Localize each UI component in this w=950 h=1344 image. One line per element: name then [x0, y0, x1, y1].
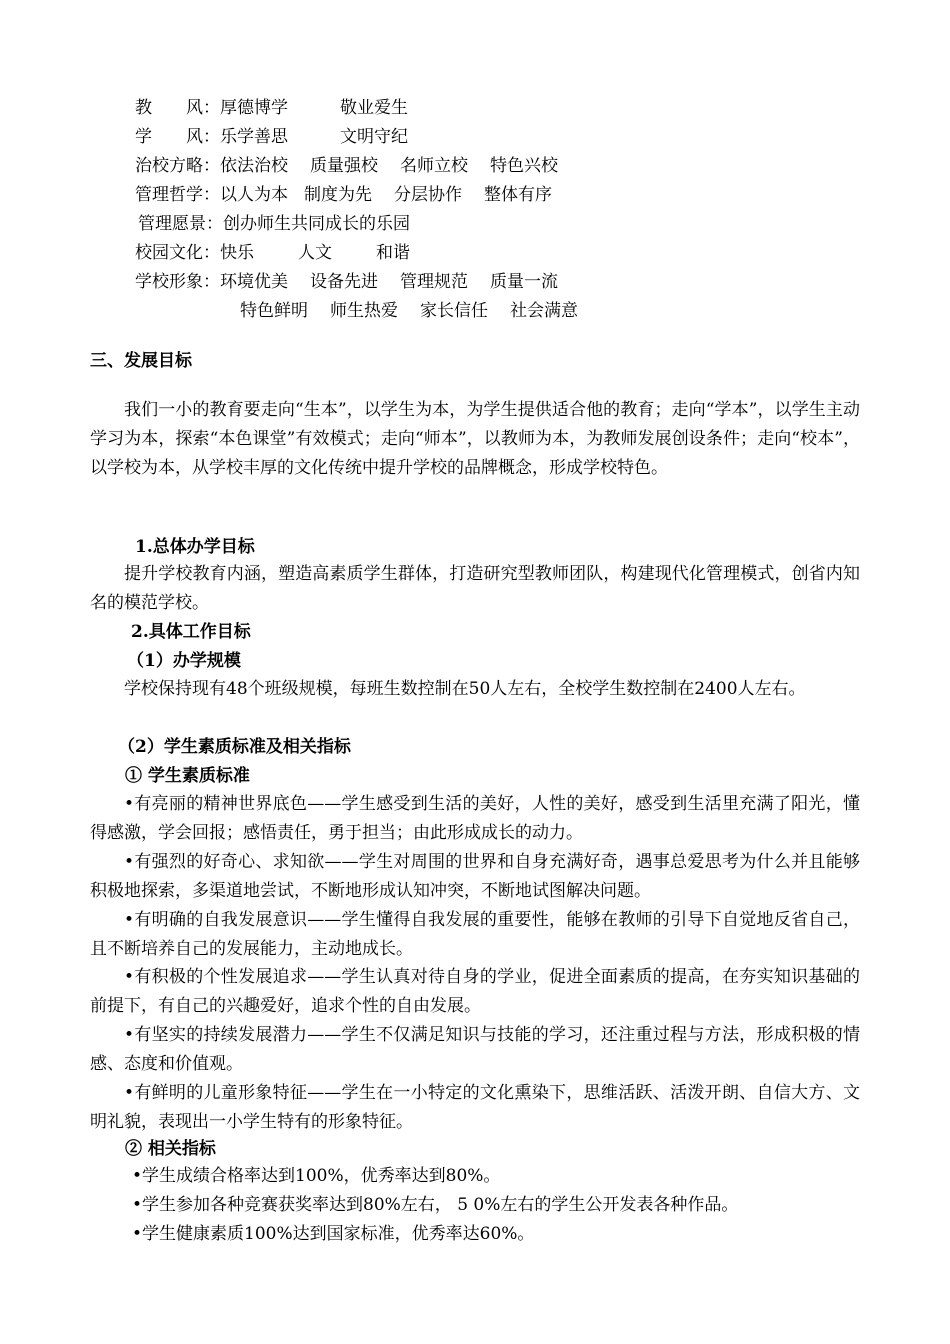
- scale-paragraph: 学校保持现有48个班级规模，每班生数控制在50人左右，全校学生数控制在2400人左右。: [124, 679, 806, 699]
- motto-label: 治校方略：: [135, 156, 220, 176]
- motto-part: 社会满意: [510, 301, 578, 321]
- motto-label: 管理哲学：: [135, 185, 220, 205]
- motto-part: 师生热爱: [330, 301, 398, 321]
- motto-part: 和谐: [376, 243, 410, 263]
- motto-culture: [135, 242, 410, 264]
- goal2-heading: 2.具体工作目标: [131, 622, 251, 642]
- motto-part: 名师立校: [400, 156, 468, 176]
- motto-part: 整体有序: [484, 185, 552, 205]
- motto-part: 快乐: [220, 243, 254, 263]
- motto-label: 管理愿景：: [138, 214, 223, 234]
- motto-part: 管理规范: [400, 272, 468, 292]
- standard-item: •有强烈的好奇心、求知欲——学生对周围的世界和自身充满好奇，遇事总爱思考为什么并且能够积极地探索，多渠道地尝试，不断地形成认知冲突，不断地试图解决问题。: [90, 852, 860, 901]
- motto-governance: [135, 155, 558, 177]
- section-heading: 三、发展目标: [90, 351, 192, 371]
- indicators-heading: ② 相关指标: [125, 1139, 216, 1159]
- motto-part: 文明守纪: [340, 127, 408, 147]
- goal1-paragraph: 提升学校教育内涵，塑造高素质学生群体，打造研究型教师团队，构建现代化管理模式，创省内知名的模范学校。: [90, 564, 860, 613]
- standard-item: •有亮丽的精神世界底色——学生感受到生活的美好，人性的美好，感受到生活里充满了阳光，懂得感激，学会回报；感悟责任，勇于担当；由此形成成长的动力。: [90, 794, 860, 843]
- scale-heading: （1）办学规模: [127, 651, 241, 671]
- motto-vision: [138, 213, 410, 235]
- motto-part: 环境优美: [220, 272, 288, 292]
- motto-part: 依法治校: [220, 156, 288, 176]
- motto-part: 家长信任: [420, 301, 488, 321]
- motto-label: 学 风：: [135, 127, 220, 147]
- intro-paragraph: 我们一小的教育要走向“生本”，以学生为本，为学生提供适合他的教育；走向“学本”，以学生主动学习为本，探索“本色课堂”有效模式；走向“师本”，以教师为本，为教师发展创设条件；走向“校本”，以学校为本，从学校丰厚的文化传统中提升学校的品牌概念，形成学校特色。: [90, 400, 860, 478]
- motto-part: 特色兴校: [490, 156, 558, 176]
- goal1-heading: 1.总体办学目标: [135, 537, 255, 557]
- motto-label: 学校形象：: [135, 272, 220, 292]
- motto-part: 质量一流: [490, 272, 558, 292]
- motto-part: 特色鲜明: [240, 301, 308, 321]
- motto-part: 人文: [298, 243, 332, 263]
- motto-teaching-style: [135, 97, 408, 119]
- indicator-item: •学生成绩合格率达到100%，优秀率达到80%。: [132, 1166, 501, 1186]
- motto-part: 敬业爱生: [340, 98, 408, 118]
- indicator-item: •学生参加各种竞赛获奖率达到80%左右， 5 0%左右的学生公开发表各种作品。: [132, 1195, 739, 1215]
- motto-part: 制度为先: [304, 185, 372, 205]
- quality-heading: （2）学生素质标准及相关指标: [118, 737, 351, 757]
- motto-part: 厚德博学: [220, 98, 288, 118]
- motto-label: 教 风：: [135, 98, 220, 118]
- motto-philosophy: [135, 184, 552, 206]
- motto-part: 以人为本: [220, 185, 288, 205]
- standard-item: •有明确的自我发展意识——学生懂得自我发展的重要性，能够在教师的引导下自觉地反省自己，且不断培养自己的发展能力，主动地成长。: [90, 910, 860, 959]
- indicator-item: •学生健康素质100%达到国家标准，优秀率达60%。: [132, 1224, 535, 1244]
- motto-image-line2: [240, 300, 578, 322]
- standard-item: •有坚实的持续发展潜力——学生不仅满足知识与技能的学习，还注重过程与方法，形成积极的情感、态度和价值观。: [90, 1025, 860, 1074]
- motto-part: 质量强校: [310, 156, 378, 176]
- motto-image: [135, 271, 558, 293]
- motto-part: 分层协作: [394, 185, 462, 205]
- motto-study-style: [135, 126, 408, 148]
- motto-label: 校园文化：: [135, 243, 220, 263]
- standards-heading: ① 学生素质标准: [125, 766, 250, 786]
- standard-item: •有鲜明的儿童形象特征——学生在一小特定的文化熏染下，思维活跃、活泼开朗、自信大方、文明礼貌，表现出一小学生特有的形象特征。: [90, 1083, 860, 1132]
- motto-part: 设备先进: [310, 272, 378, 292]
- motto-part: 乐学善思: [220, 127, 288, 147]
- standard-item: •有积极的个性发展追求——学生认真对待自身的学业，促进全面素质的提高，在夯实知识基础的前提下，有自己的兴趣爱好，追求个性的自由发展。: [90, 967, 860, 1016]
- motto-part: 创办师生共同成长的乐园: [223, 214, 410, 234]
